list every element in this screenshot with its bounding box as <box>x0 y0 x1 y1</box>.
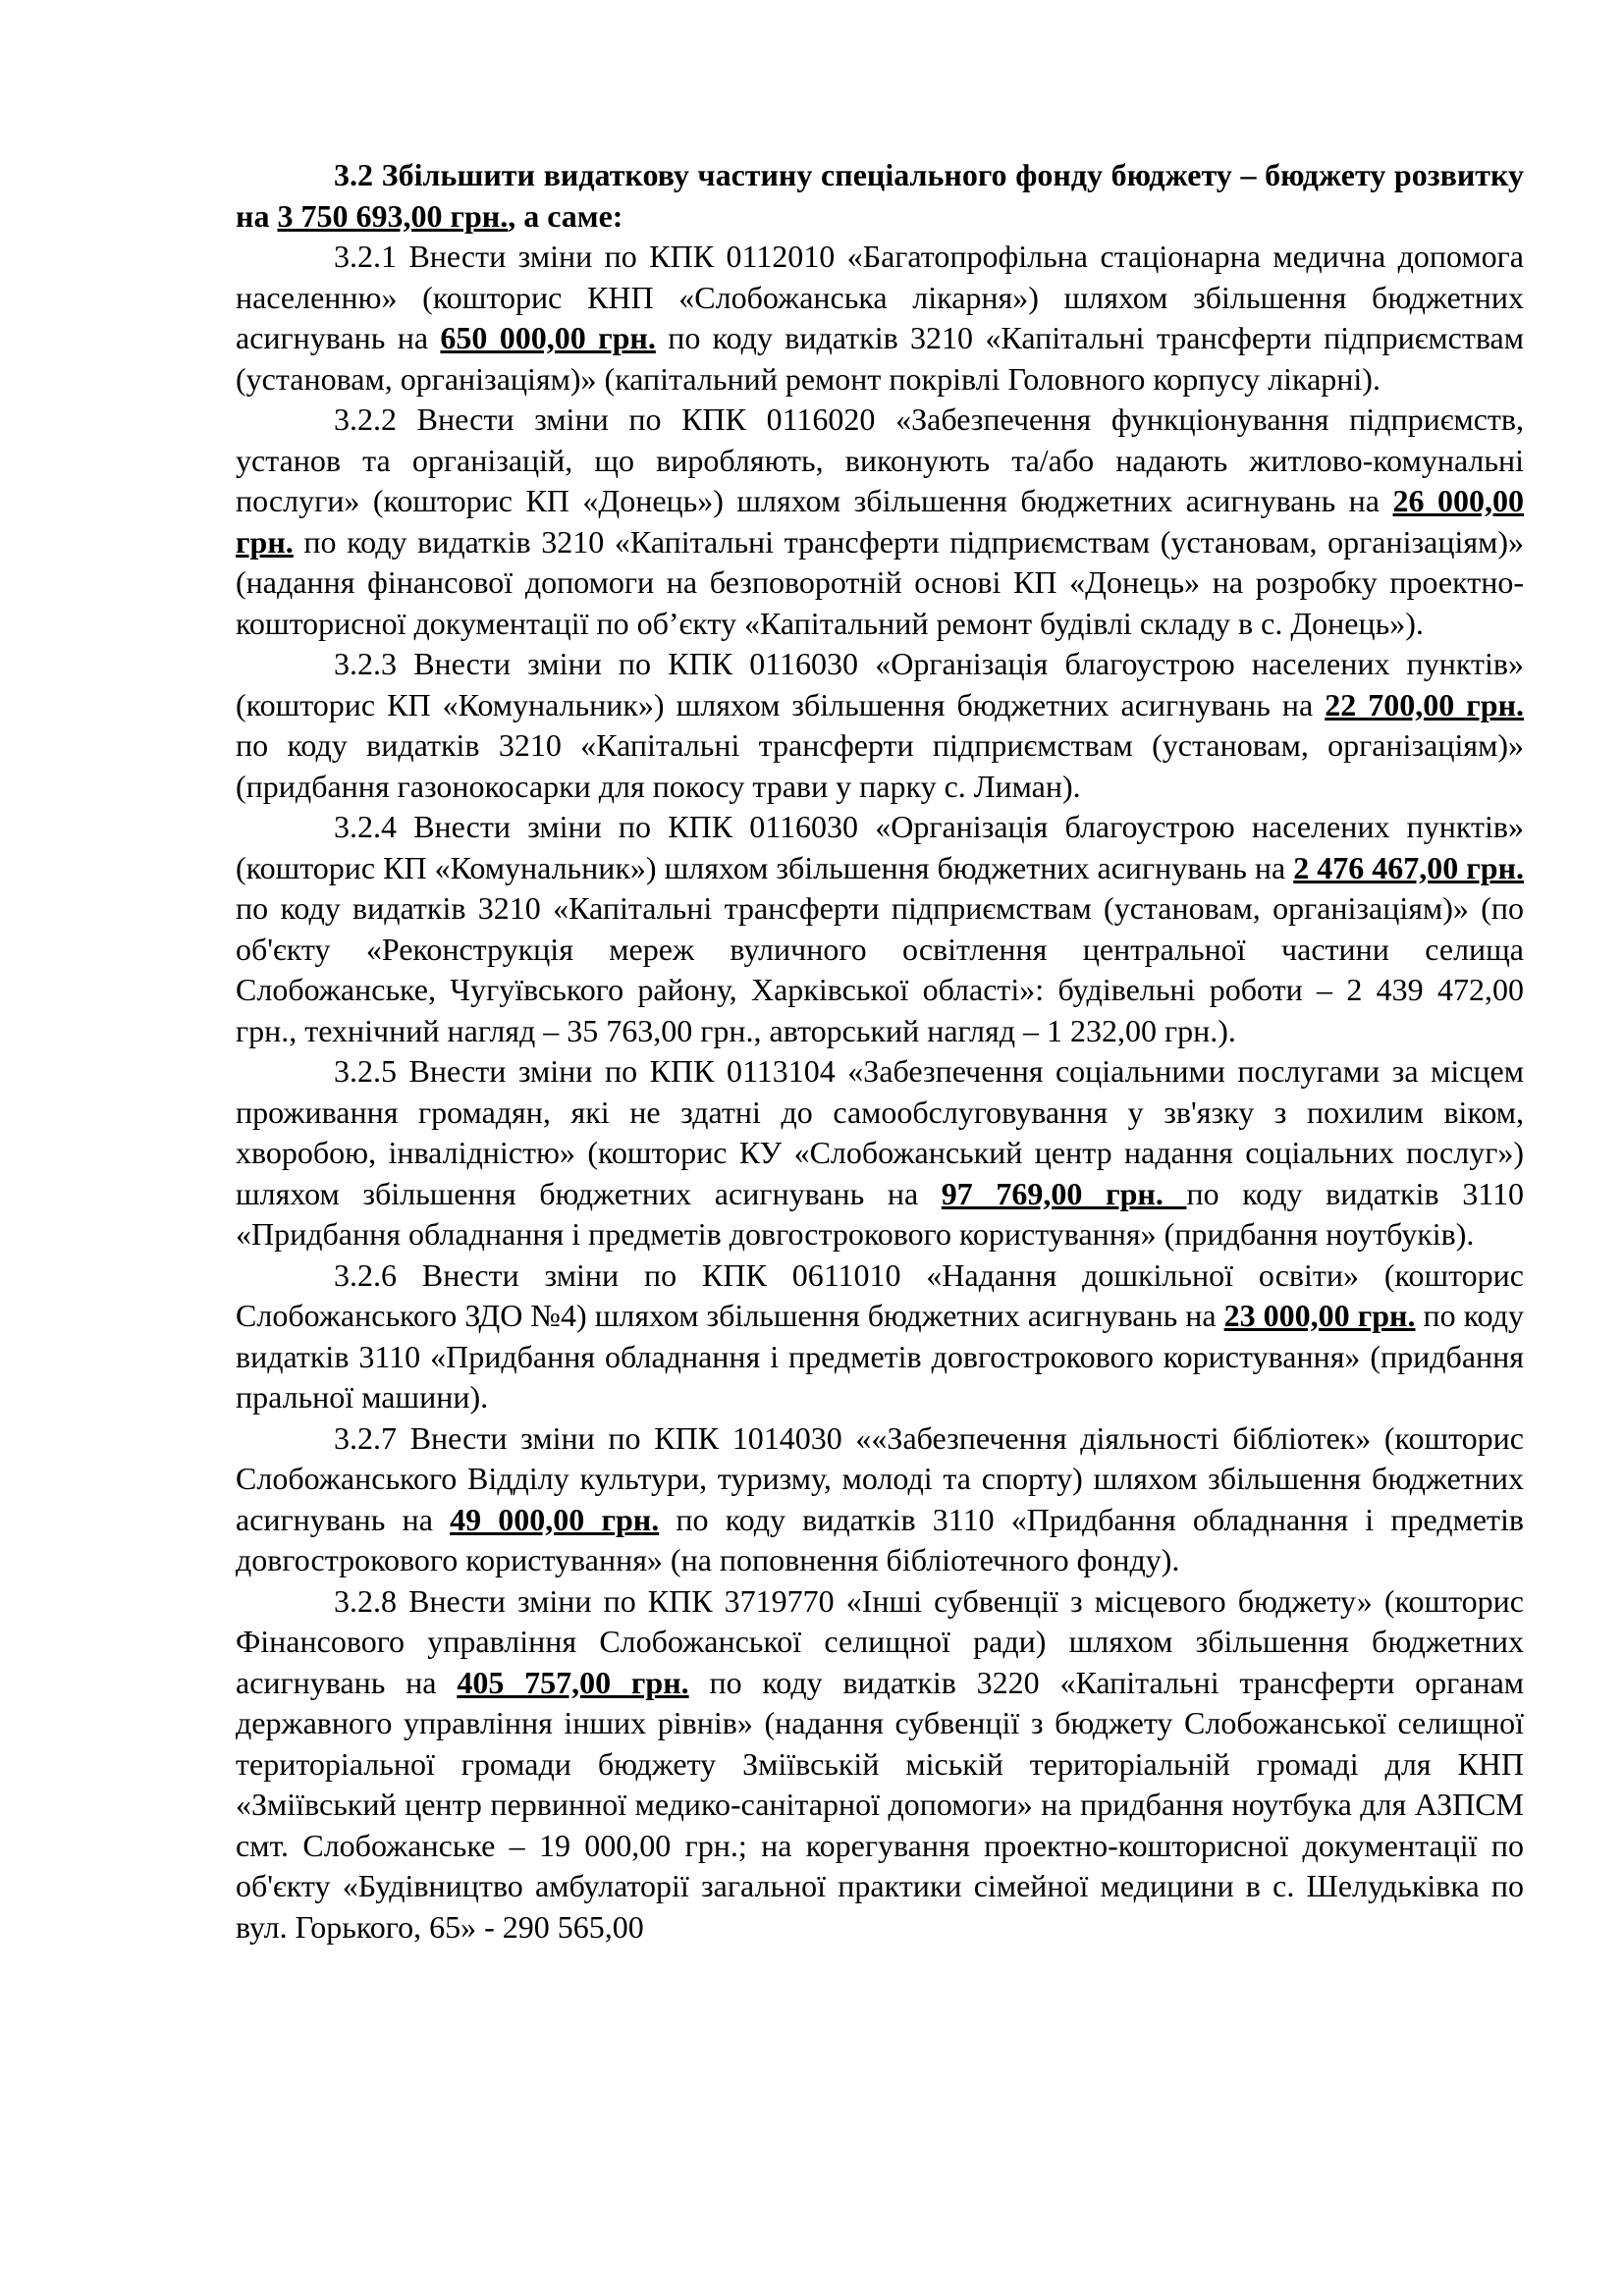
item-text: по коду видатків 3210 «Капітальні трансферти підприємствам (установам, організаціям)» (по об'єкту «Реконструкція мереж вуличного освітлення центральної частини селища Слобожанське, Чугуївського району, Харківської області»: будівельні роботи – 2 439 472,00 грн., технічний нагляд – 35 763,00 грн., авторський нагляд – 1 232,00 грн.). <box>236 890 1524 1048</box>
item-paragraph <box>236 400 1524 644</box>
item-text: по коду видатків 3110 «Придбання обладнання і предметів довгострокового користування» (придбання пральної машини). <box>236 1298 1525 1415</box>
item-paragraph <box>236 1051 1524 1255</box>
item-text: по коду видатків 3210 «Капітальні трансферти підприємствам (установам, організаціям)» (надання фінансової допомоги на безповоротній основі КП «Донець» на розробку проектно-кошторисної документації по об’єкту «Капітальний ремонт будівлі складу в с. Донець»). <box>236 523 1524 641</box>
item-paragraph <box>236 1255 1524 1418</box>
item-paragraph <box>236 1418 1524 1581</box>
item-text: 3.2.8 Внести зміни по КПК 3719770 «Інші субвенції з місцевого бюджету» (кошторис Фінансового управління Слобожанської селищної ради) шляхом збільшення бюджетних асигнувань на <box>236 1582 1524 1700</box>
item-paragraph <box>236 807 1524 1051</box>
item-text: 3.2.6 Внести зміни по КПК 0611010 «Надання дошкільної освіти» (кошторис Слобожанського ЗДО №4) шляхом збільшення бюджетних асигнувань на <box>236 1256 1524 1333</box>
item-text: 3.2.1 Внести зміни по КПК 0112010 «Багатопрофільна стаціонарна медична допомога населенню» (кошторис КНП «Слобожанська лікарня») шляхом збільшення бюджетних асигнувань на <box>236 239 1524 355</box>
section-heading <box>236 155 1524 237</box>
item-text: 3.2.4 Внести зміни по КПК 0116030 «Організація благоустрою населених пунктів» (кошторис КП «Комунальник») шляхом збільшення бюджетних асигнувань на <box>236 809 1524 885</box>
item-amount: 97 769,00 грн. <box>941 1175 1187 1211</box>
item-amount: 26 000,00 грн. <box>236 483 1525 560</box>
item-text: по коду видатків 3210 «Капітальні трансферти підприємствам (установам, організаціям)» (капітальний ремонт покрівлі Головного корпусу лікарні). <box>236 320 1525 397</box>
heading-tail: , а саме: <box>508 197 623 234</box>
item-amount: 49 000,00 грн. <box>450 1501 660 1537</box>
item-text: по коду видатків 3110 «Придбання обладнання і предметів довгострокового користування» (придбання ноутбуків). <box>236 1175 1525 1252</box>
item-amount: 405 757,00 грн. <box>457 1664 689 1700</box>
item-amount: 650 000,00 грн. <box>440 320 656 355</box>
heading-amount: 3 750 693,00 грн. <box>277 197 509 234</box>
item-paragraph <box>236 644 1524 807</box>
item-text: по коду видатків 3210 «Капітальні трансферти підприємствам (установам, організаціям)» (придбання газонокосарки для покосу трави у парку с. Лиман). <box>236 727 1524 804</box>
item-amount: 23 000,00 грн. <box>1223 1298 1416 1333</box>
item-text: по коду видатків 3220 «Капітальні трансферти органам державного управління інших рівнів» (надання субвенції з бюджету Слобожанської селищної територіальної громади бюджету Зміївській міській територіальній громаді для КНП «Зміївський центр первинної медико-санітарної допомоги» на придбання ноутбука для АЗПСМ смт. Слобожанське – 19 000,00 грн.; на корегування проектно-кошторисної документації по об'єкту «Будівництво амбулаторії загальної практики сімейної медицини в с. Шелудьківка по вул. Горького, 65» - 290 565,00 <box>236 1664 1525 1945</box>
item-text: 3.2.3 Внести зміни по КПК 0116030 «Організація благоустрою населених пунктів» (кошторис КП «Комунальник») шляхом збільшення бюджетних асигнувань на <box>236 646 1524 722</box>
item-text: по коду видатків 3110 «Придбання обладнання і предметів довгострокового користування» (на поповнення бібліотечного фонду). <box>236 1501 1524 1577</box>
document-page <box>236 155 1524 1948</box>
item-paragraph <box>236 237 1524 400</box>
heading-text: 3.2 Збільшити видаткову частину спеціального фонду бюджету – бюджету розвитку на <box>236 157 1524 234</box>
item-text: 3.2.5 Внести зміни по КПК 0113104 «Забезпечення соціальними послугами за місцем проживання громадян, які не здатні до самообслуговування у зв'язку з похилим віком, хворобою, інвалідністю» (кошторис КУ «Слобожанський центр надання соціальних послуг») шляхом збільшення бюджетних асигнувань на <box>236 1053 1524 1211</box>
item-amount: 2 476 467,00 грн. <box>1293 849 1525 885</box>
item-amount: 22 700,00 грн. <box>1325 686 1525 722</box>
item-paragraph <box>236 1581 1524 1949</box>
item-text: 3.2.2 Внести зміни по КПК 0116020 «Забезпечення функціонування підприємств, установ та організацій, що виробляють, виконують та/або надають житлово-комунальні послуги» (кошторис КП «Донець») шляхом збільшення бюджетних асигнувань на <box>236 401 1524 518</box>
item-text: 3.2.7 Внести зміни по КПК 1014030 ««Забезпечення діяльності бібліотек» (кошторис Слобожанського Відділу культури, туризму, молоді та спорту) шляхом збільшення бюджетних асигнувань на <box>236 1419 1524 1537</box>
